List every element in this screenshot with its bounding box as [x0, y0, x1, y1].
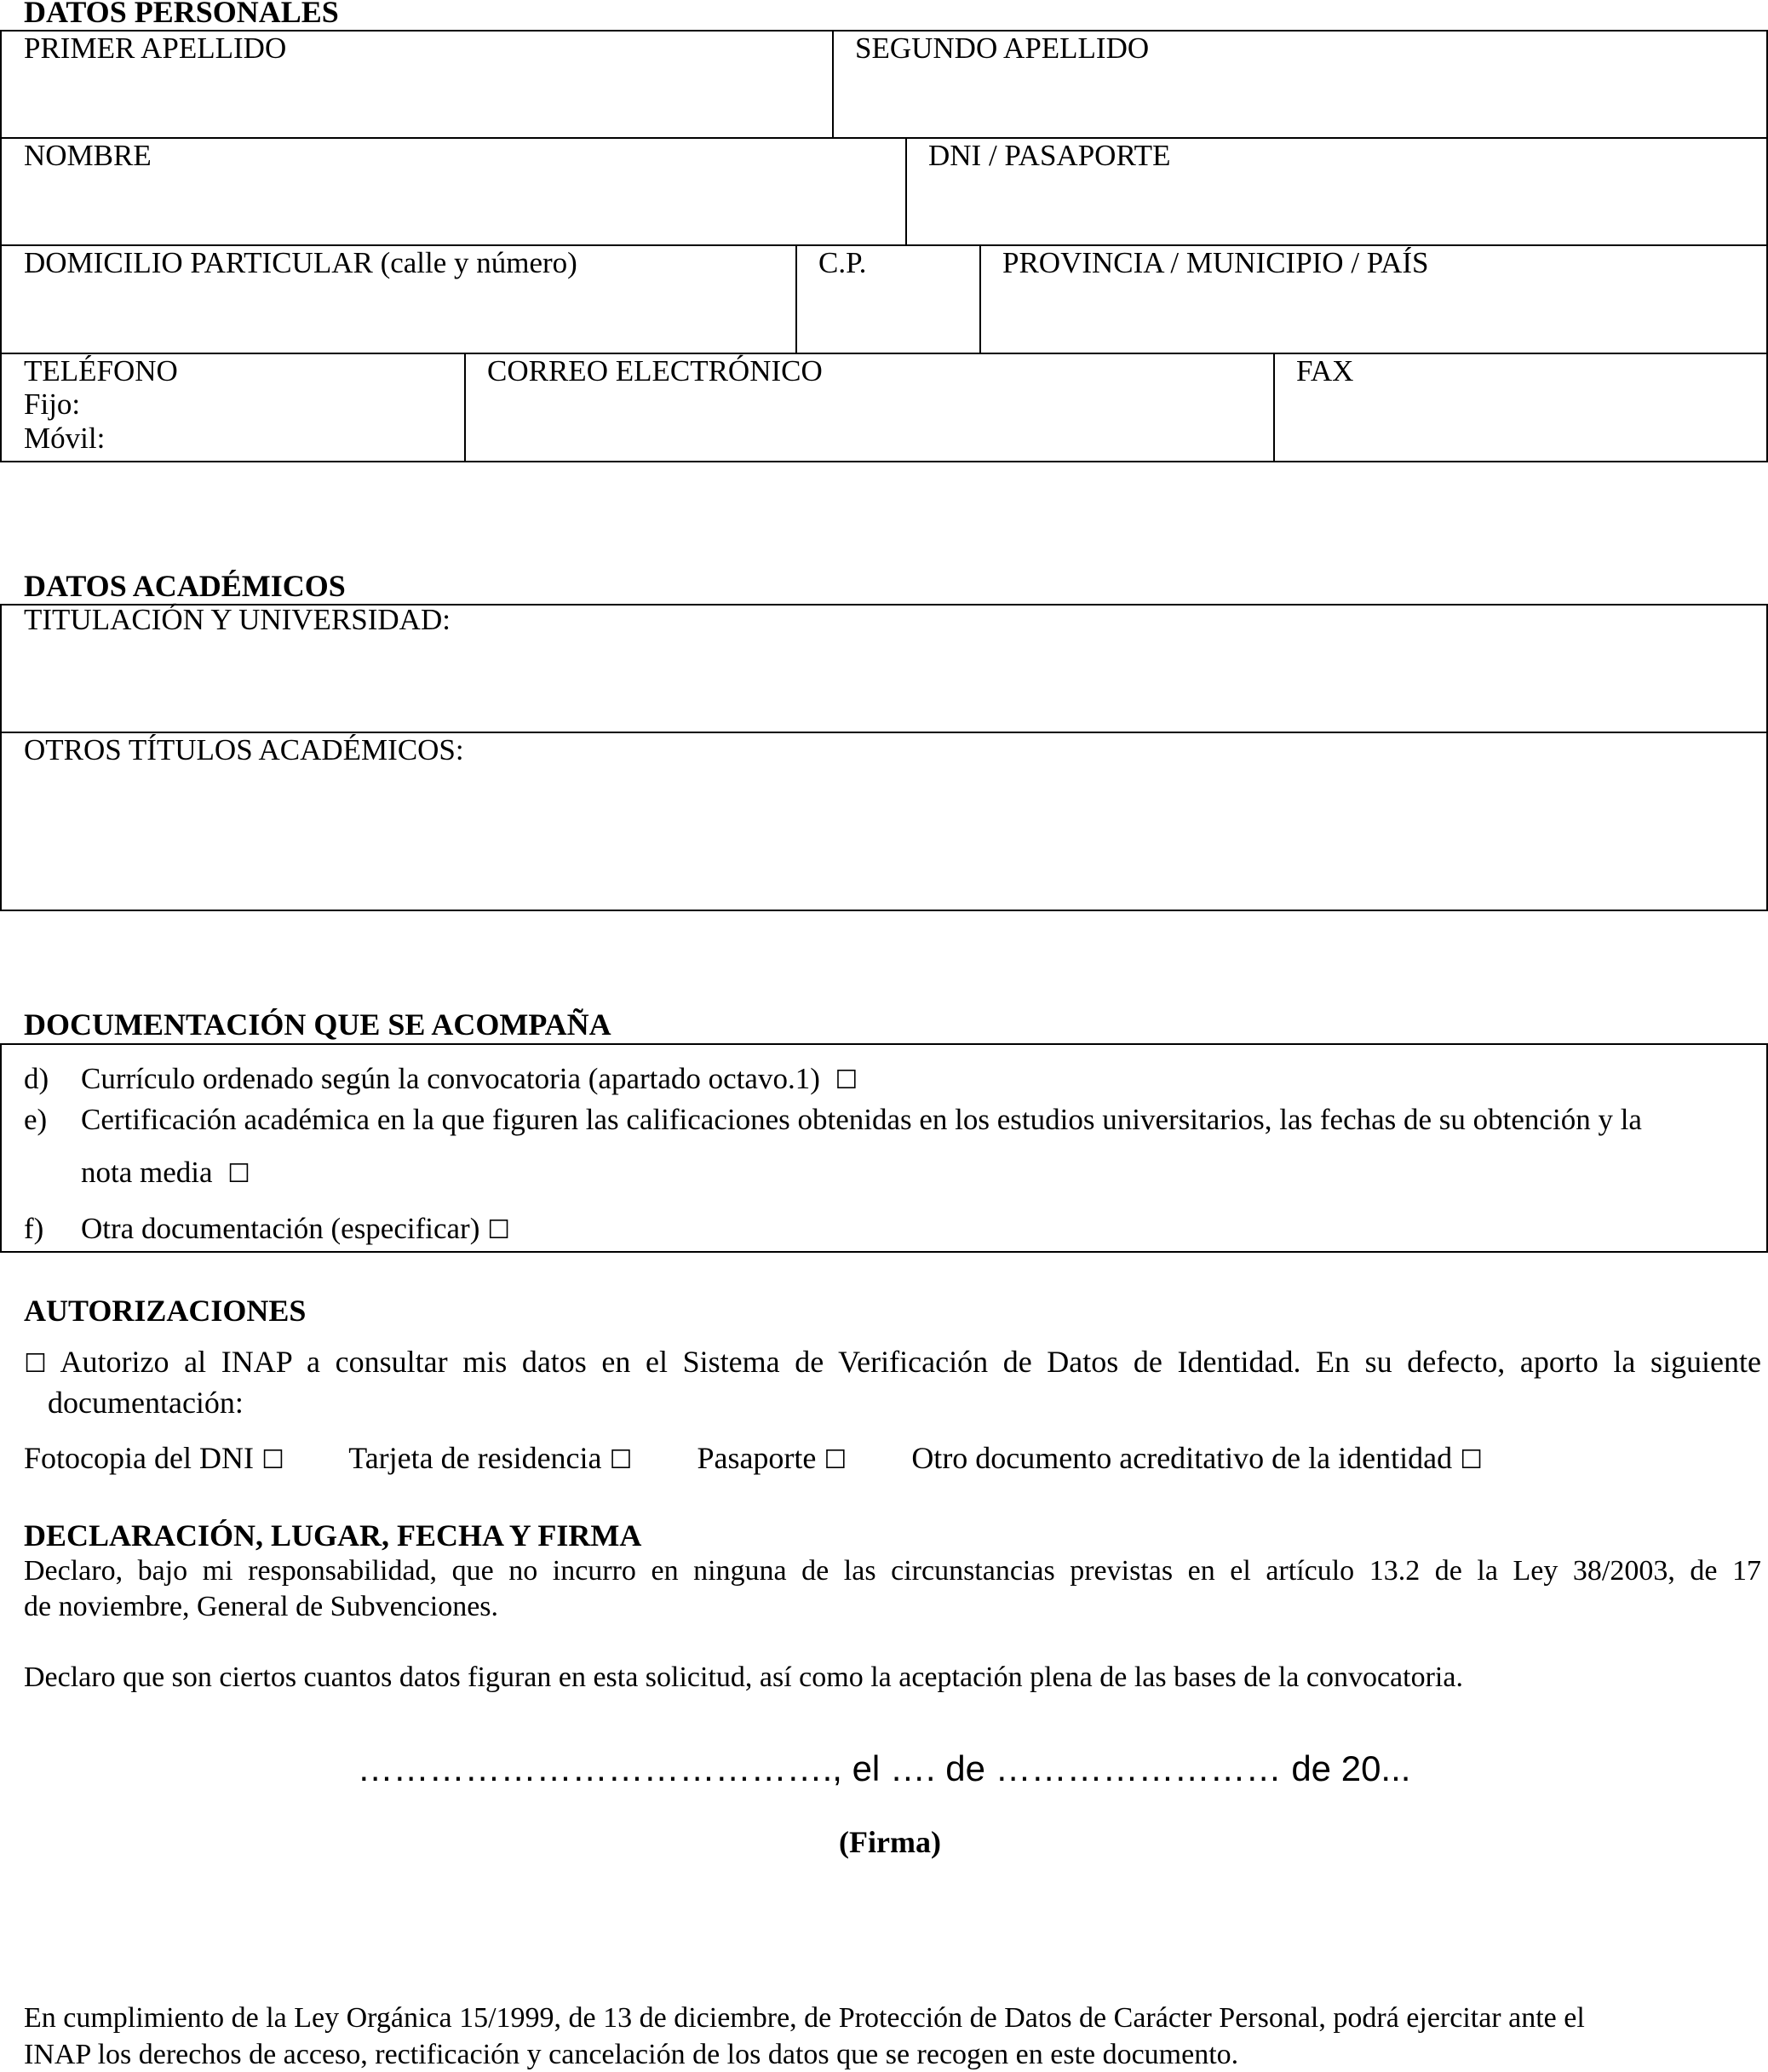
- documentation-box: [0, 1043, 1768, 1253]
- otros-titulos-label: OTROS TÍTULOS ACADÉMICOS:: [24, 733, 464, 766]
- titulacion-label: TITULACIÓN Y UNIVERSIDAD:: [24, 603, 451, 636]
- personal-data-table: [0, 30, 1768, 462]
- option-label: Tarjeta de residencia: [348, 1441, 602, 1475]
- doc-item-otra: [81, 1212, 510, 1248]
- correo-field[interactable]: [466, 354, 1273, 461]
- documentation-heading: DOCUMENTACIÓN QUE SE ACOMPAÑA: [24, 1007, 611, 1042]
- fax-label: FAX: [1296, 354, 1354, 387]
- otro-documento-checkbox[interactable]: ☐: [1460, 1445, 1483, 1475]
- dni-label: DNI / PASAPORTE: [928, 139, 1171, 172]
- nombre-field[interactable]: [2, 139, 905, 244]
- cp-field[interactable]: [797, 246, 979, 353]
- option-pasaporte: [697, 1441, 847, 1475]
- doc-item-text: Certificación académica en la que figuren las calificaciones obtenidas en los estudios universitarios, las fechas de su obtención y la: [81, 1103, 1642, 1136]
- segundo-apellido-field[interactable]: [834, 32, 1766, 137]
- declaration-paragraph-1: Declaro, bajo mi responsabilidad, que no incurro en ninguna de las circunstancias previstas en el artículo 13.2 de la Ley 38/2003, de 17: [24, 1555, 1761, 1587]
- option-otro: [911, 1441, 1483, 1475]
- segundo-apellido-label: SEGUNDO APELLIDO: [855, 32, 1150, 65]
- fax-field[interactable]: [1275, 354, 1766, 461]
- residencia-checkbox[interactable]: ☐: [609, 1445, 633, 1475]
- dni-checkbox[interactable]: ☐: [261, 1445, 284, 1475]
- consent-text-cont: documentación:: [48, 1386, 244, 1420]
- correo-label: CORREO ELECTRÓNICO: [487, 354, 823, 387]
- domicilio-label: DOMICILIO PARTICULAR (calle y número): [24, 246, 577, 279]
- doc-item-text: Currículo ordenado según la convocatoria (apartado octavo.1): [81, 1062, 820, 1095]
- academic-data-table: [0, 604, 1768, 911]
- doc-item-letter: d): [24, 1062, 49, 1095]
- identity-options: [24, 1441, 1483, 1478]
- option-label: Fotocopia del DNI: [24, 1441, 254, 1475]
- option-dni: [24, 1441, 284, 1475]
- consent-text: Autorizo al INAP a consultar mis datos en el Sistema de Verificación de Datos de Identidad. En su defecto, aporto la siguiente: [60, 1345, 1761, 1379]
- authorizations-heading: AUTORIZACIONES: [24, 1294, 307, 1328]
- declaration-paragraph-1-cont: de noviembre, General de Subvenciones.: [24, 1591, 499, 1622]
- otros-titulos-field[interactable]: [2, 733, 1766, 910]
- cp-label: C.P.: [818, 246, 867, 279]
- provincia-field[interactable]: [981, 246, 1766, 353]
- pasaporte-checkbox[interactable]: ☐: [824, 1445, 847, 1475]
- option-label: Pasaporte: [697, 1441, 817, 1475]
- signature-label: (Firma): [839, 1825, 941, 1859]
- provincia-label: PROVINCIA / MUNICIPIO / PAÍS: [1002, 246, 1429, 279]
- footer-line-1: En cumplimiento de la Ley Orgánica 15/1999, de 13 de diciembre, de Protección de Datos de Carácter Personal, podrá ejercitar ante el: [24, 2002, 1585, 2034]
- fijo-label: Fijo:: [24, 387, 81, 421]
- titulacion-field[interactable]: [2, 603, 1766, 732]
- place-date-line[interactable]: …………………………………., el …. de …………………… de 20...: [357, 1748, 1411, 1788]
- telefono-field[interactable]: [2, 354, 464, 461]
- nombre-label: NOMBRE: [24, 139, 152, 172]
- doc-item-text: nota media: [81, 1156, 213, 1189]
- doc-item-letter: f): [24, 1212, 44, 1245]
- curriculo-checkbox[interactable]: ☐: [835, 1065, 858, 1095]
- primer-apellido-field[interactable]: [2, 32, 832, 137]
- dni-field[interactable]: [907, 139, 1766, 244]
- authorization-consent: [24, 1345, 1761, 1381]
- declaration-heading: DECLARACIÓN, LUGAR, FECHA Y FIRMA: [24, 1518, 642, 1553]
- option-label: Otro documento acreditativo de la identidad: [911, 1441, 1453, 1475]
- certificacion-checkbox[interactable]: ☐: [227, 1159, 250, 1189]
- declaration-paragraph-2: Declaro que son ciertos cuantos datos figuran en esta solicitud, así como la aceptación plena de las bases de la convocatoria.: [24, 1662, 1463, 1693]
- footer-line-2: INAP los derechos de acceso, rectificación y cancelación de los datos que se recogen en este documento.: [24, 2039, 1239, 2070]
- domicilio-field[interactable]: [2, 246, 795, 353]
- otra-documentacion-checkbox[interactable]: ☐: [487, 1215, 511, 1245]
- telefono-label: TELÉFONO: [24, 354, 178, 387]
- primer-apellido-label: PRIMER APELLIDO: [24, 32, 287, 65]
- movil-label: Móvil:: [24, 422, 106, 455]
- academic-data-heading: DATOS ACADÉMICOS: [24, 569, 346, 603]
- consent-checkbox[interactable]: ☐: [24, 1349, 47, 1379]
- doc-item-text: Otra documentación (especificar): [81, 1212, 480, 1245]
- personal-data-heading: DATOS PERSONALES: [24, 0, 339, 29]
- doc-item-certificacion: [81, 1156, 250, 1191]
- doc-item-letter: e): [24, 1103, 48, 1136]
- doc-item-curriculo: [81, 1062, 858, 1098]
- option-residencia: [348, 1441, 632, 1475]
